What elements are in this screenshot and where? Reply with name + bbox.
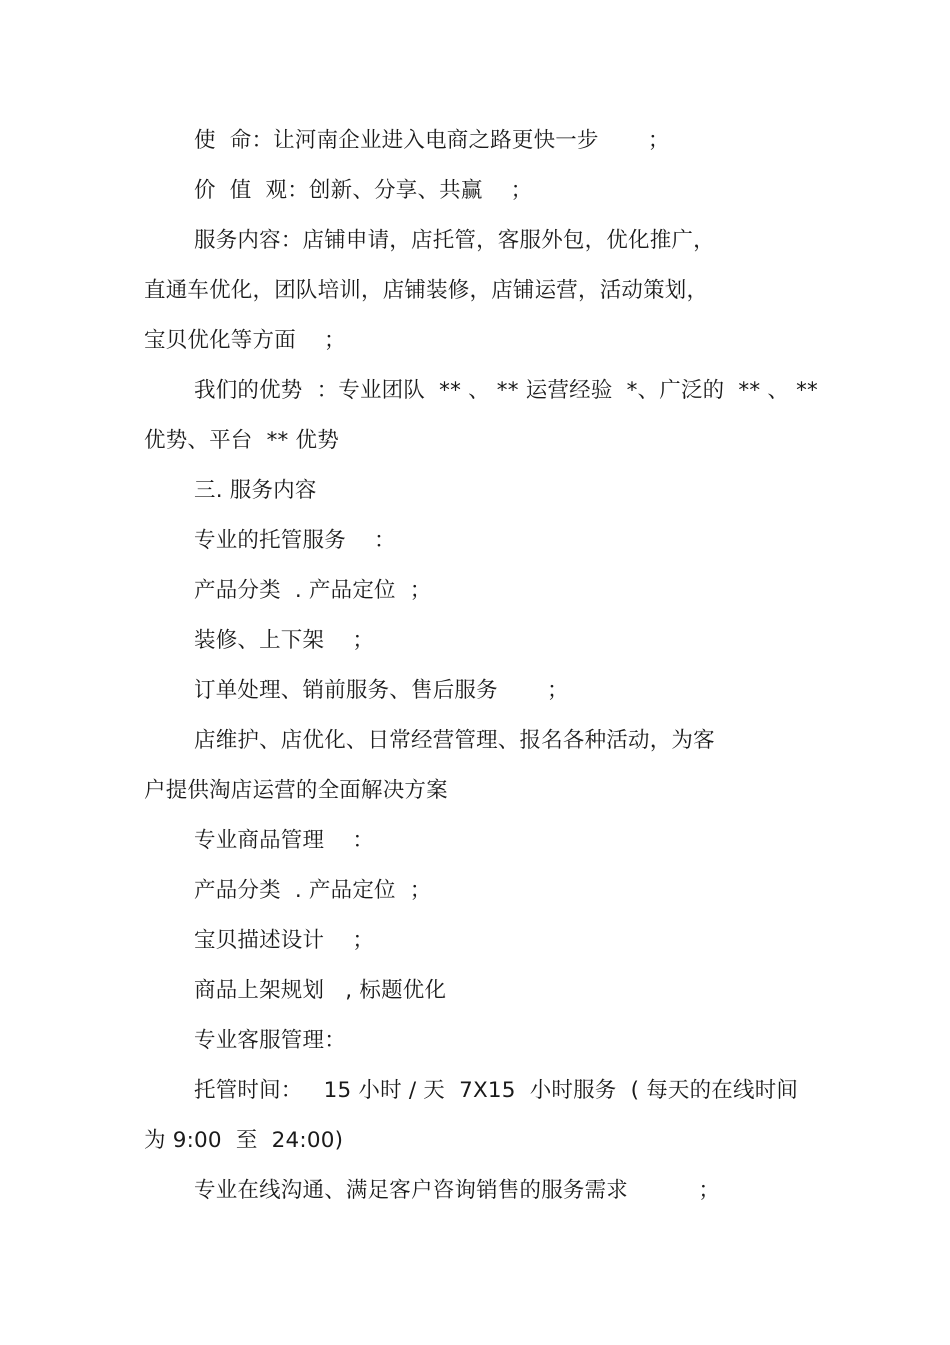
hosting-time-line-2: 为 9:00 至 24:00) bbox=[144, 1128, 344, 1153]
service-content-line-1: 服务内容：店铺申请，店托管，客服外包，优化推广， bbox=[194, 228, 715, 253]
advantages-line-2: 优势、平台 ** 优势 bbox=[144, 428, 339, 453]
store-maintenance-line-2: 户提供淘店运营的全面解决方案 bbox=[144, 778, 448, 803]
description-design-line: 宝贝描述设计 ； bbox=[194, 928, 375, 953]
advantages-line-1: 我们的优势 ：专业团队 ** 、 ** 运营经验 *、广泛的 ** 、 ** bbox=[194, 378, 818, 403]
product-classification-line-2: 产品分类 . 产品定位 ； bbox=[194, 878, 432, 903]
mission-line: 使 命：让河南企业进入电商之路更快一步 ； bbox=[194, 128, 670, 153]
hosting-time-line-1: 托管时间： 15 小时 / 天 7X15 小时服务 ( 每天的在线时间 bbox=[194, 1078, 799, 1103]
service-content-line-3: 宝贝优化等方面 ； bbox=[144, 328, 346, 353]
listing-planning-line: 商品上架规划 , 标题优化 bbox=[194, 978, 447, 1003]
store-maintenance-line-1: 店维护、店优化、日常经营管理、报名各种活动，为客 bbox=[194, 728, 715, 753]
product-management-heading: 专业商品管理 ： bbox=[194, 828, 375, 853]
online-communication-line: 专业在线沟通、满足客户咨询销售的服务需求 ； bbox=[194, 1178, 721, 1203]
decoration-listing-line: 装修、上下架 ； bbox=[194, 628, 375, 653]
service-content-line-2: 直通车优化，团队培训，店铺装修，店铺运营，活动策划， bbox=[144, 278, 709, 303]
hosting-service-heading: 专业的托管服务 ： bbox=[194, 528, 396, 553]
product-classification-line: 产品分类 . 产品定位 ； bbox=[194, 578, 432, 603]
order-processing-line: 订单处理、销前服务、售后服务 ； bbox=[194, 678, 569, 703]
section-heading-services: 三. 服务内容 bbox=[194, 478, 317, 503]
values-line: 价 值 观：创新、分享、共赢 ； bbox=[194, 178, 533, 203]
customer-service-heading: 专业客服管理： bbox=[194, 1028, 346, 1053]
